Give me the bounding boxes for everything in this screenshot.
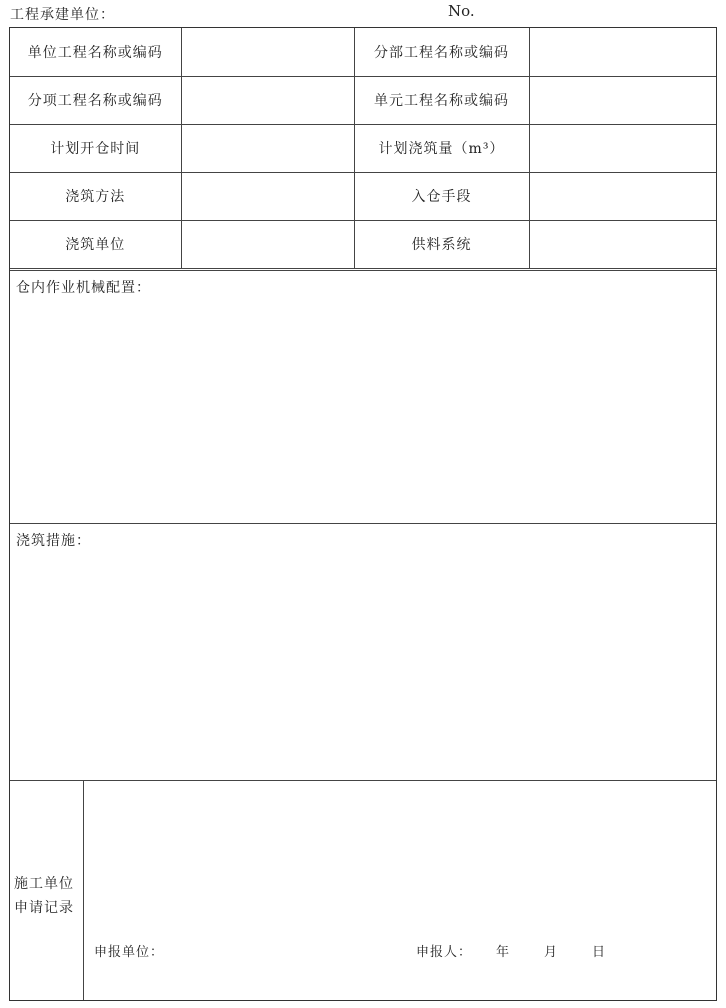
pouring-method-value[interactable] bbox=[181, 172, 354, 220]
table-row bbox=[10, 172, 716, 220]
signature-line bbox=[94, 941, 704, 961]
table-row bbox=[10, 220, 716, 268]
form-number-label: No. bbox=[448, 2, 475, 20]
form-header bbox=[0, 2, 726, 24]
supply-system-label: 供料系统 bbox=[354, 220, 529, 268]
placement-means-value[interactable] bbox=[529, 172, 716, 220]
unit-element-label: 单元工程名称或编码 bbox=[354, 76, 529, 124]
pouring-unit-label: 浇筑单位 bbox=[10, 220, 181, 268]
reporter-label: 申报人： bbox=[416, 945, 473, 960]
project-info-table bbox=[10, 28, 716, 269]
pouring-application-form bbox=[9, 27, 717, 1001]
unit-project-label: 单位工程名称或编码 bbox=[10, 28, 181, 76]
table-row bbox=[10, 76, 716, 124]
contractor-label: 工程承建单位： bbox=[10, 7, 115, 23]
unit-element-value[interactable] bbox=[529, 76, 716, 124]
machinery-section[interactable] bbox=[10, 270, 716, 523]
year-label: 年 bbox=[496, 945, 511, 960]
subitem-project-label: 分项工程名称或编码 bbox=[10, 76, 181, 124]
planned-volume-label: 计划浇筑量（m³） bbox=[354, 124, 529, 172]
record-label-line1: 施工单位 bbox=[14, 876, 74, 892]
supply-system-value[interactable] bbox=[529, 220, 716, 268]
subitem-project-value[interactable] bbox=[181, 76, 354, 124]
machinery-label: 仓内作业机械配置： bbox=[16, 280, 151, 296]
division-project-value[interactable] bbox=[529, 28, 716, 76]
planned-start-value[interactable] bbox=[181, 124, 354, 172]
placement-means-label: 入仓手段 bbox=[354, 172, 529, 220]
division-project-label: 分部工程名称或编码 bbox=[354, 28, 529, 76]
record-label-line2: 申请记录 bbox=[14, 900, 74, 916]
record-label bbox=[14, 872, 74, 920]
table-row bbox=[10, 124, 716, 172]
day-label: 日 bbox=[592, 945, 607, 960]
record-label-cell bbox=[10, 781, 84, 1000]
pouring-measures-section[interactable] bbox=[10, 523, 716, 780]
unit-project-value[interactable] bbox=[181, 28, 354, 76]
pouring-measures-label: 浇筑措施： bbox=[16, 533, 91, 549]
application-record-section bbox=[10, 780, 716, 1000]
pouring-unit-value[interactable] bbox=[181, 220, 354, 268]
planned-volume-value[interactable] bbox=[529, 124, 716, 172]
reporting-unit-label: 申报单位： bbox=[94, 945, 165, 960]
pouring-method-label: 浇筑方法 bbox=[10, 172, 181, 220]
month-label: 月 bbox=[544, 945, 559, 960]
table-row bbox=[10, 28, 716, 76]
planned-start-label: 计划开仓时间 bbox=[10, 124, 181, 172]
